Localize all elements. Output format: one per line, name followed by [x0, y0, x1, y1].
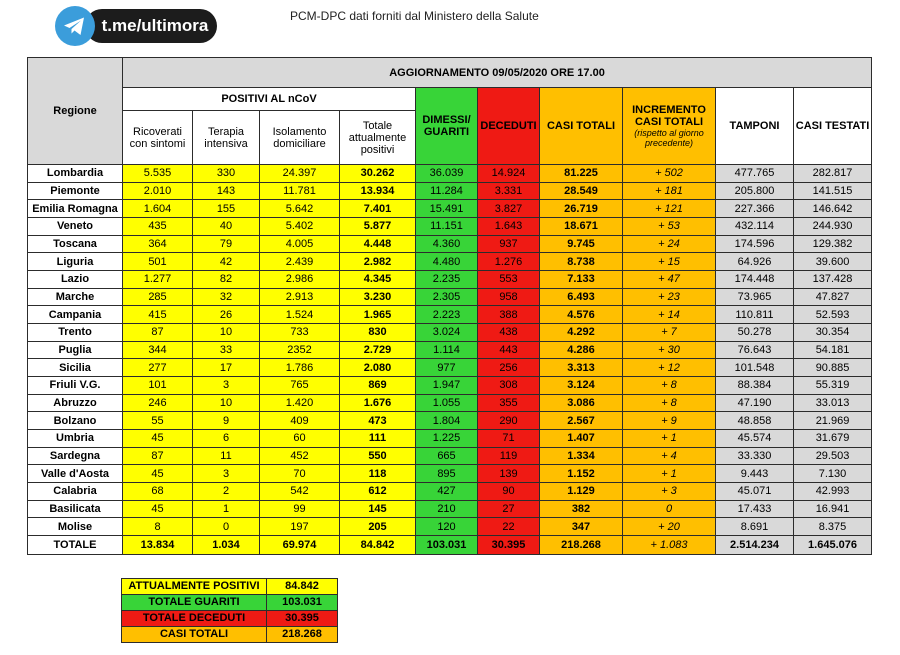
table-row	[28, 394, 872, 412]
total-testati: 1.645.076	[794, 536, 872, 555]
cell-incremento: + 14	[623, 306, 716, 324]
cell-deceduti: 290	[478, 412, 540, 430]
cell-isolamento: 765	[260, 377, 340, 395]
cell-casi-totali: 1.407	[540, 430, 623, 448]
cell-incremento: + 1	[623, 465, 716, 483]
cell-totale-positivi: 1.676	[340, 394, 416, 412]
cell-totale-positivi: 205	[340, 518, 416, 536]
cell-casi-testati: 47.827	[794, 288, 872, 306]
cell-casi-totali: 3.124	[540, 377, 623, 395]
cell-dimessi: 11.151	[416, 218, 478, 236]
telegram-logo[interactable]	[55, 6, 217, 46]
cell-incremento: + 9	[623, 412, 716, 430]
cell-isolamento: 5.402	[260, 218, 340, 236]
cell-terapia: 26	[193, 306, 260, 324]
cell-totale-positivi: 2.982	[340, 253, 416, 271]
cell-terapia: 40	[193, 218, 260, 236]
cell-casi-testati: 33.013	[794, 394, 872, 412]
cell-terapia: 82	[193, 271, 260, 289]
summary-value: 84.842	[267, 579, 338, 595]
cell-casi-totali: 4.292	[540, 324, 623, 342]
cell-incremento: + 121	[623, 200, 716, 218]
table-row	[28, 341, 872, 359]
cell-isolamento: 2.439	[260, 253, 340, 271]
cell-incremento: + 502	[623, 165, 716, 183]
total-incremento: + 1.083	[623, 536, 716, 555]
cell-tamponi: 73.965	[716, 288, 794, 306]
cell-terapia: 42	[193, 253, 260, 271]
cell-terapia: 2	[193, 483, 260, 501]
table-row	[28, 377, 872, 395]
total-row	[28, 536, 872, 555]
table-row	[28, 324, 872, 342]
cell-incremento: 0	[623, 500, 716, 518]
table-row	[28, 500, 872, 518]
header-incremento	[623, 88, 716, 165]
cell-totale-positivi: 473	[340, 412, 416, 430]
table-row	[28, 218, 872, 236]
cell-ricoverati: 45	[123, 500, 193, 518]
cell-ricoverati: 8	[123, 518, 193, 536]
table-row	[28, 235, 872, 253]
cell-casi-totali: 81.225	[540, 165, 623, 183]
header-deceduti: DECEDUTI	[478, 88, 540, 165]
total-label: TOTALE	[28, 536, 123, 555]
cell-isolamento: 2.986	[260, 271, 340, 289]
cell-tamponi: 432.114	[716, 218, 794, 236]
region-name: Toscana	[28, 235, 123, 253]
cell-casi-testati: 55.319	[794, 377, 872, 395]
cell-isolamento: 70	[260, 465, 340, 483]
cell-casi-totali: 3.086	[540, 394, 623, 412]
region-name: Valle d'Aosta	[28, 465, 123, 483]
cell-totale-positivi: 5.877	[340, 218, 416, 236]
total-deceduti: 30.395	[478, 536, 540, 555]
cell-ricoverati: 101	[123, 377, 193, 395]
table-row	[28, 165, 872, 183]
cell-totale-positivi: 612	[340, 483, 416, 501]
cell-ricoverati: 344	[123, 341, 193, 359]
cell-totale-positivi: 4.345	[340, 271, 416, 289]
cell-ricoverati: 2.010	[123, 182, 193, 200]
summary-label: TOTALE GUARITI	[122, 595, 267, 611]
cell-tamponi: 45.574	[716, 430, 794, 448]
cell-deceduti: 355	[478, 394, 540, 412]
cell-casi-totali: 8.738	[540, 253, 623, 271]
cell-isolamento: 409	[260, 412, 340, 430]
header-incremento-note: (rispetto al giorno precedente)	[634, 128, 704, 148]
region-name: Trento	[28, 324, 123, 342]
cell-terapia: 9	[193, 412, 260, 430]
cell-ricoverati: 277	[123, 359, 193, 377]
cell-isolamento: 5.642	[260, 200, 340, 218]
cell-isolamento: 452	[260, 447, 340, 465]
cell-terapia: 32	[193, 288, 260, 306]
cell-casi-totali: 7.133	[540, 271, 623, 289]
cell-casi-testati: 129.382	[794, 235, 872, 253]
cell-incremento: + 23	[623, 288, 716, 306]
cell-tamponi: 227.366	[716, 200, 794, 218]
region-name: Liguria	[28, 253, 123, 271]
cell-deceduti: 438	[478, 324, 540, 342]
region-name: Sicilia	[28, 359, 123, 377]
total-isolamento: 69.974	[260, 536, 340, 555]
cell-deceduti: 3.827	[478, 200, 540, 218]
cell-isolamento: 60	[260, 430, 340, 448]
cell-isolamento: 1.524	[260, 306, 340, 324]
cell-ricoverati: 501	[123, 253, 193, 271]
table-row	[28, 412, 872, 430]
cell-casi-testati: 90.885	[794, 359, 872, 377]
cell-ricoverati: 55	[123, 412, 193, 430]
cell-deceduti: 22	[478, 518, 540, 536]
cell-totale-positivi: 145	[340, 500, 416, 518]
table-row	[28, 465, 872, 483]
region-name: Bolzano	[28, 412, 123, 430]
telegram-plane-glyph	[55, 6, 95, 46]
cell-dimessi: 210	[416, 500, 478, 518]
cell-casi-totali: 6.493	[540, 288, 623, 306]
cell-deceduti: 139	[478, 465, 540, 483]
cell-casi-totali: 26.719	[540, 200, 623, 218]
cell-casi-totali: 4.576	[540, 306, 623, 324]
cell-terapia: 3	[193, 377, 260, 395]
cell-incremento: + 24	[623, 235, 716, 253]
cell-ricoverati: 1.604	[123, 200, 193, 218]
total-ricoverati: 13.834	[123, 536, 193, 555]
region-name: Friuli V.G.	[28, 377, 123, 395]
cell-isolamento: 733	[260, 324, 340, 342]
region-name: Puglia	[28, 341, 123, 359]
cell-isolamento: 1.420	[260, 394, 340, 412]
table-row	[28, 430, 872, 448]
cell-incremento: + 181	[623, 182, 716, 200]
cell-totale-positivi: 3.230	[340, 288, 416, 306]
cell-terapia: 10	[193, 394, 260, 412]
cell-tamponi: 76.643	[716, 341, 794, 359]
cell-incremento: + 53	[623, 218, 716, 236]
cell-incremento: + 4	[623, 447, 716, 465]
cell-terapia: 6	[193, 430, 260, 448]
table-row	[28, 306, 872, 324]
cell-terapia: 1	[193, 500, 260, 518]
region-name: Campania	[28, 306, 123, 324]
cell-dimessi: 1.055	[416, 394, 478, 412]
cell-dimessi: 1.225	[416, 430, 478, 448]
region-name: Lazio	[28, 271, 123, 289]
cell-incremento: + 1	[623, 430, 716, 448]
region-name: Piemonte	[28, 182, 123, 200]
cell-ricoverati: 87	[123, 324, 193, 342]
cell-tamponi: 205.800	[716, 182, 794, 200]
table-row	[28, 288, 872, 306]
region-name: Basilicata	[28, 500, 123, 518]
cell-isolamento: 542	[260, 483, 340, 501]
cell-dimessi: 36.039	[416, 165, 478, 183]
cell-totale-positivi: 118	[340, 465, 416, 483]
header-casi-totali: CASI TOTALI	[540, 88, 623, 165]
cell-tamponi: 174.448	[716, 271, 794, 289]
cell-terapia: 10	[193, 324, 260, 342]
cell-casi-totali: 3.313	[540, 359, 623, 377]
summary-value: 30.395	[267, 611, 338, 627]
summary-row	[122, 579, 338, 595]
cell-isolamento: 197	[260, 518, 340, 536]
table-row	[28, 253, 872, 271]
cell-totale-positivi: 550	[340, 447, 416, 465]
cell-terapia: 3	[193, 465, 260, 483]
cell-deceduti: 3.331	[478, 182, 540, 200]
cell-ricoverati: 87	[123, 447, 193, 465]
cell-totale-positivi: 30.262	[340, 165, 416, 183]
cell-terapia: 79	[193, 235, 260, 253]
table-row	[28, 447, 872, 465]
summary-row	[122, 627, 338, 643]
cell-tamponi: 64.926	[716, 253, 794, 271]
cell-dimessi: 15.491	[416, 200, 478, 218]
cell-dimessi: 2.223	[416, 306, 478, 324]
table-row	[28, 483, 872, 501]
cell-deceduti: 119	[478, 447, 540, 465]
cell-dimessi: 4.480	[416, 253, 478, 271]
cell-casi-testati: 141.515	[794, 182, 872, 200]
cell-dimessi: 11.284	[416, 182, 478, 200]
cell-deceduti: 90	[478, 483, 540, 501]
cell-dimessi: 4.360	[416, 235, 478, 253]
cell-casi-totali: 1.129	[540, 483, 623, 501]
cell-dimessi: 2.235	[416, 271, 478, 289]
cell-tamponi: 50.278	[716, 324, 794, 342]
cell-casi-totali: 9.745	[540, 235, 623, 253]
cell-casi-totali: 382	[540, 500, 623, 518]
cell-totale-positivi: 7.401	[340, 200, 416, 218]
cell-deceduti: 256	[478, 359, 540, 377]
cell-casi-testati: 42.993	[794, 483, 872, 501]
cell-terapia: 17	[193, 359, 260, 377]
summary-table	[121, 578, 338, 643]
cell-incremento: + 8	[623, 394, 716, 412]
cell-ricoverati: 364	[123, 235, 193, 253]
cell-casi-testati: 16.941	[794, 500, 872, 518]
cell-incremento: + 30	[623, 341, 716, 359]
cell-terapia: 330	[193, 165, 260, 183]
cell-ricoverati: 5.535	[123, 165, 193, 183]
cell-ricoverati: 68	[123, 483, 193, 501]
cell-tamponi: 45.071	[716, 483, 794, 501]
cell-isolamento: 99	[260, 500, 340, 518]
cell-incremento: + 3	[623, 483, 716, 501]
header-terapia: Terapia intensiva	[193, 111, 260, 165]
summary-label: CASI TOTALI	[122, 627, 267, 643]
telegram-plane-icon	[55, 6, 95, 46]
cell-casi-totali: 2.567	[540, 412, 623, 430]
cell-casi-totali: 347	[540, 518, 623, 536]
cell-incremento: + 12	[623, 359, 716, 377]
cell-deceduti: 958	[478, 288, 540, 306]
header-isolamento: Isolamento domiciliare	[260, 111, 340, 165]
cell-casi-totali: 1.152	[540, 465, 623, 483]
cell-casi-testati: 21.969	[794, 412, 872, 430]
header-totale-positivi: Totale attualmente positivi	[340, 111, 416, 165]
table-row	[28, 518, 872, 536]
header-tamponi: TAMPONI	[716, 88, 794, 165]
cell-tamponi: 47.190	[716, 394, 794, 412]
cell-incremento: + 15	[623, 253, 716, 271]
cell-casi-testati: 244.930	[794, 218, 872, 236]
cell-deceduti: 443	[478, 341, 540, 359]
region-name: Sardegna	[28, 447, 123, 465]
summary-label: ATTUALMENTE POSITIVI	[122, 579, 267, 595]
cell-casi-testati: 146.642	[794, 200, 872, 218]
cell-ricoverati: 246	[123, 394, 193, 412]
update-title: AGGIORNAMENTO 09/05/2020 ORE 17.00	[123, 58, 872, 88]
cell-incremento: + 7	[623, 324, 716, 342]
cell-totale-positivi: 830	[340, 324, 416, 342]
cell-dimessi: 3.024	[416, 324, 478, 342]
cell-casi-testati: 8.375	[794, 518, 872, 536]
cell-dimessi: 1.804	[416, 412, 478, 430]
header-ricoverati: Ricoverati con sintomi	[123, 111, 193, 165]
cell-isolamento: 2352	[260, 341, 340, 359]
cell-tamponi: 9.443	[716, 465, 794, 483]
cell-incremento: + 47	[623, 271, 716, 289]
region-name: Umbria	[28, 430, 123, 448]
header-positives-group: POSITIVI AL nCoV	[123, 88, 416, 111]
cell-totale-positivi: 1.965	[340, 306, 416, 324]
cell-ricoverati: 45	[123, 465, 193, 483]
summary-value: 103.031	[267, 595, 338, 611]
region-name: Molise	[28, 518, 123, 536]
cell-casi-totali: 18.671	[540, 218, 623, 236]
cell-tamponi: 33.330	[716, 447, 794, 465]
logo-text: t.me/ultimora	[85, 9, 217, 43]
cell-casi-testati: 39.600	[794, 253, 872, 271]
cell-tamponi: 101.548	[716, 359, 794, 377]
header-region: Regione	[28, 58, 123, 165]
cell-incremento: + 20	[623, 518, 716, 536]
cell-deceduti: 71	[478, 430, 540, 448]
cell-casi-testati: 282.817	[794, 165, 872, 183]
cell-isolamento: 11.781	[260, 182, 340, 200]
total-dimessi: 103.031	[416, 536, 478, 555]
cell-casi-totali: 4.286	[540, 341, 623, 359]
total-terapia: 1.034	[193, 536, 260, 555]
total-casi: 218.268	[540, 536, 623, 555]
cell-terapia: 155	[193, 200, 260, 218]
cell-tamponi: 174.596	[716, 235, 794, 253]
region-name: Lombardia	[28, 165, 123, 183]
region-name: Abruzzo	[28, 394, 123, 412]
cell-dimessi: 665	[416, 447, 478, 465]
source-title: PCM-DPC dati forniti dal Ministero della Salute	[290, 9, 539, 23]
summary-row	[122, 611, 338, 627]
cell-dimessi: 427	[416, 483, 478, 501]
cell-dimessi: 895	[416, 465, 478, 483]
summary-row	[122, 595, 338, 611]
cell-terapia: 33	[193, 341, 260, 359]
cell-casi-testati: 54.181	[794, 341, 872, 359]
cell-deceduti: 1.643	[478, 218, 540, 236]
cell-casi-totali: 28.549	[540, 182, 623, 200]
cell-casi-testati: 52.593	[794, 306, 872, 324]
cell-totale-positivi: 869	[340, 377, 416, 395]
cell-ricoverati: 435	[123, 218, 193, 236]
cell-deceduti: 1.276	[478, 253, 540, 271]
cell-tamponi: 8.691	[716, 518, 794, 536]
cell-dimessi: 977	[416, 359, 478, 377]
table-row	[28, 271, 872, 289]
cell-terapia: 0	[193, 518, 260, 536]
summary-value: 218.268	[267, 627, 338, 643]
cell-terapia: 143	[193, 182, 260, 200]
cell-totale-positivi: 2.729	[340, 341, 416, 359]
cell-tamponi: 17.433	[716, 500, 794, 518]
cell-totale-positivi: 111	[340, 430, 416, 448]
cell-totale-positivi: 4.448	[340, 235, 416, 253]
cell-casi-testati: 29.503	[794, 447, 872, 465]
total-tamponi: 2.514.234	[716, 536, 794, 555]
cell-deceduti: 14.924	[478, 165, 540, 183]
region-name: Emilia Romagna	[28, 200, 123, 218]
cell-tamponi: 477.765	[716, 165, 794, 183]
table-row	[28, 200, 872, 218]
regional-data-table	[27, 57, 872, 555]
header-dimessi: DIMESSI/ GUARITI	[416, 88, 478, 165]
cell-casi-testati: 137.428	[794, 271, 872, 289]
cell-ricoverati: 415	[123, 306, 193, 324]
cell-casi-testati: 31.679	[794, 430, 872, 448]
cell-deceduti: 27	[478, 500, 540, 518]
header-incremento-label: INCREMENTO CASI TOTALI	[632, 104, 706, 128]
cell-casi-testati: 7.130	[794, 465, 872, 483]
cell-isolamento: 1.786	[260, 359, 340, 377]
summary-label: TOTALE DECEDUTI	[122, 611, 267, 627]
cell-ricoverati: 285	[123, 288, 193, 306]
cell-tamponi: 88.384	[716, 377, 794, 395]
cell-ricoverati: 45	[123, 430, 193, 448]
cell-tamponi: 110.811	[716, 306, 794, 324]
table-row	[28, 359, 872, 377]
cell-dimessi: 2.305	[416, 288, 478, 306]
cell-incremento: + 8	[623, 377, 716, 395]
total-positivi: 84.842	[340, 536, 416, 555]
cell-isolamento: 24.397	[260, 165, 340, 183]
cell-deceduti: 553	[478, 271, 540, 289]
cell-totale-positivi: 2.080	[340, 359, 416, 377]
cell-isolamento: 4.005	[260, 235, 340, 253]
cell-dimessi: 1.947	[416, 377, 478, 395]
cell-ricoverati: 1.277	[123, 271, 193, 289]
cell-totale-positivi: 13.934	[340, 182, 416, 200]
cell-dimessi: 1.114	[416, 341, 478, 359]
cell-dimessi: 120	[416, 518, 478, 536]
region-name: Calabria	[28, 483, 123, 501]
cell-deceduti: 388	[478, 306, 540, 324]
cell-casi-testati: 30.354	[794, 324, 872, 342]
cell-casi-totali: 1.334	[540, 447, 623, 465]
cell-terapia: 11	[193, 447, 260, 465]
header-casi-testati: CASI TESTATI	[794, 88, 872, 165]
cell-deceduti: 937	[478, 235, 540, 253]
cell-deceduti: 308	[478, 377, 540, 395]
cell-isolamento: 2.913	[260, 288, 340, 306]
region-name: Veneto	[28, 218, 123, 236]
table-row	[28, 182, 872, 200]
cell-tamponi: 48.858	[716, 412, 794, 430]
region-name: Marche	[28, 288, 123, 306]
